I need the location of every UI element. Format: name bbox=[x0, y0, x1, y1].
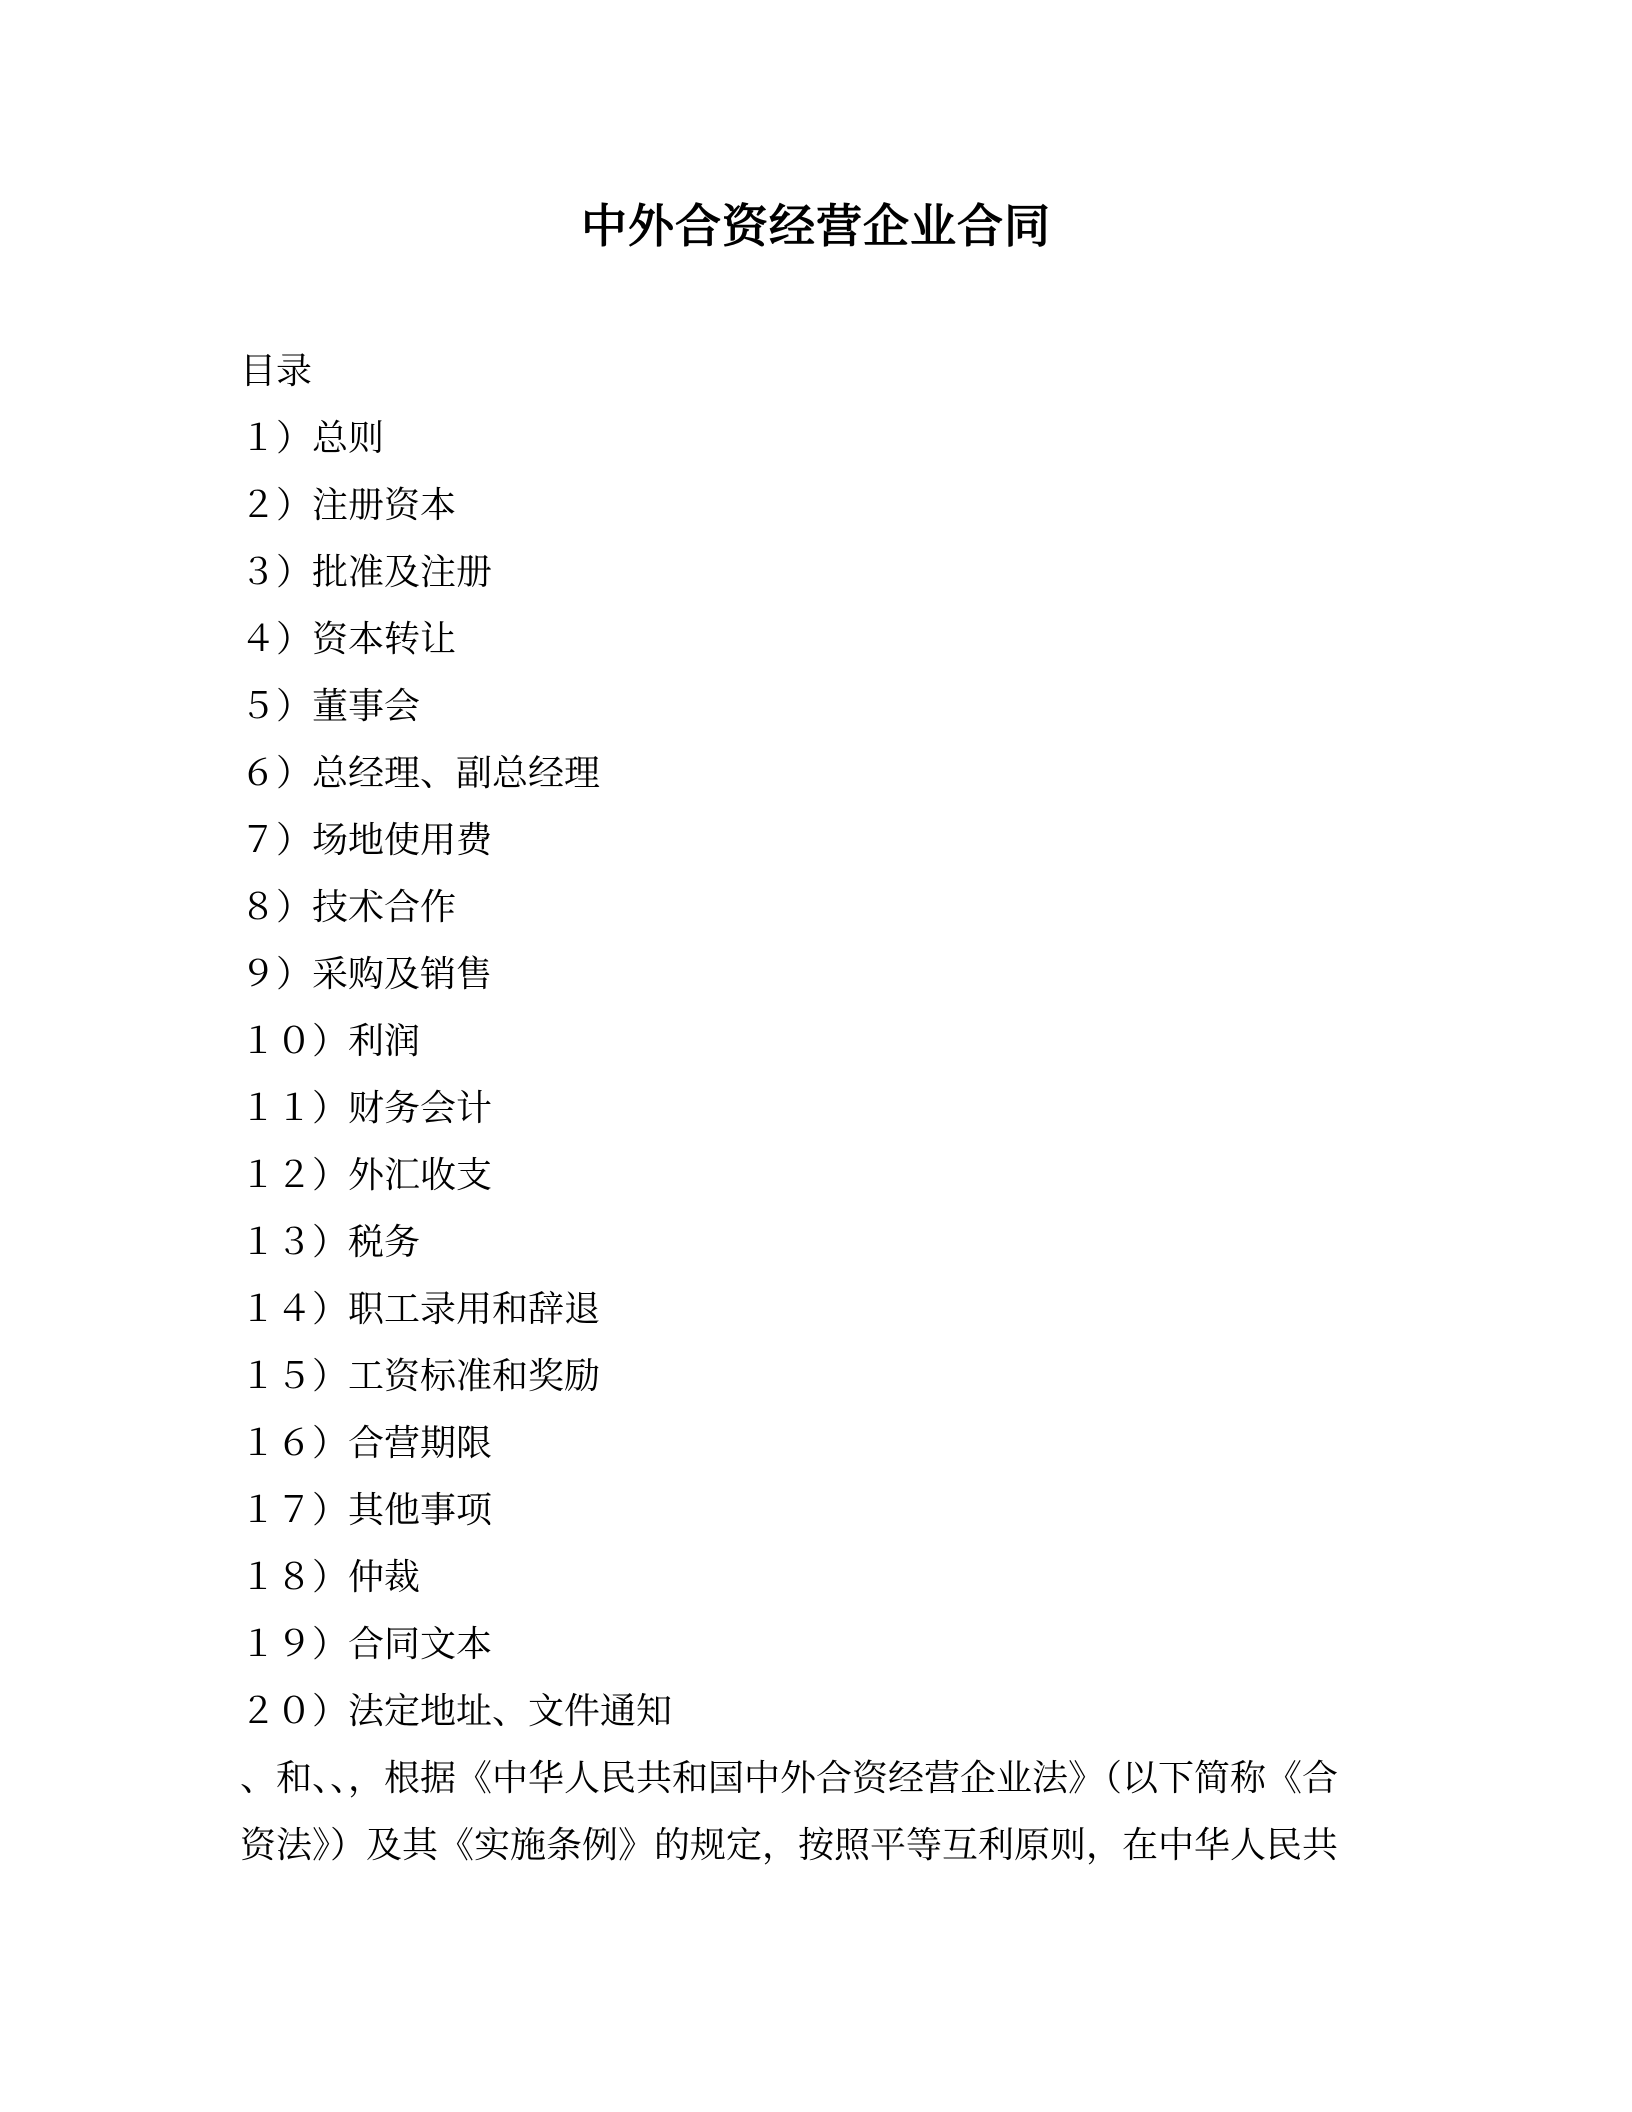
toc-item: ２０）法定地址、文件通知 bbox=[240, 1691, 673, 1732]
toc-item: １０）利润 bbox=[240, 1021, 421, 1062]
toc-item: ６）总经理、副总经理 bbox=[240, 753, 601, 794]
toc-heading: 目录 bbox=[240, 351, 313, 392]
toc-item: １２）外汇收支 bbox=[240, 1155, 493, 1196]
toc-item: １６）合营期限 bbox=[240, 1423, 493, 1464]
body-line: 、和、、，根据《中华人民共和国中外合资经营企业法》（以下简称《合 bbox=[240, 1758, 1339, 1799]
toc-item: ３）批准及注册 bbox=[240, 552, 493, 593]
toc-item: １８）仲裁 bbox=[240, 1557, 421, 1598]
toc-item: ８）技术合作 bbox=[240, 887, 457, 928]
toc-item: １５）工资标准和奖励 bbox=[240, 1356, 601, 1397]
body-line: 资法》）及其《实施条例》的规定，按照平等互利原则，在中华人民共 bbox=[240, 1825, 1339, 1866]
table-of-contents bbox=[240, 338, 1440, 1745]
toc-item: ７）场地使用费 bbox=[240, 820, 493, 861]
toc-list bbox=[240, 405, 1440, 1745]
body-paragraph bbox=[240, 1745, 1390, 1879]
toc-item: ４）资本转让 bbox=[240, 619, 457, 660]
toc-item: １３）税务 bbox=[240, 1222, 421, 1263]
toc-item: ５）董事会 bbox=[240, 686, 421, 727]
toc-item: １７）其他事项 bbox=[240, 1490, 493, 1531]
toc-item: １４）职工录用和辞退 bbox=[240, 1289, 601, 1330]
toc-item: ２）注册资本 bbox=[240, 485, 457, 526]
toc-item: １９）合同文本 bbox=[240, 1624, 493, 1665]
toc-item: １１）财务会计 bbox=[240, 1088, 493, 1129]
toc-item: ９）采购及销售 bbox=[240, 954, 493, 995]
toc-item: １）总则 bbox=[240, 418, 385, 459]
document-title: 中外合资经营企业合同 bbox=[581, 199, 1051, 253]
